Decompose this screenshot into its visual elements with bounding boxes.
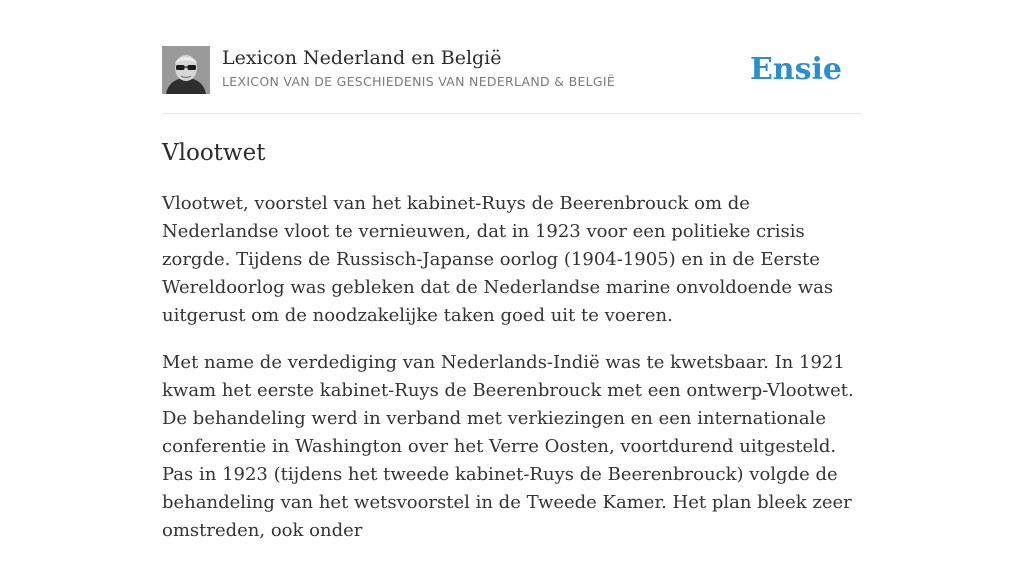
site-header [162, 46, 862, 96]
brand-logo[interactable]: Ensie [749, 52, 842, 87]
site-subtitle: LEXICON VAN DE GESCHIEDENIS VAN NEDERLAND & BELGIË [222, 74, 616, 89]
article-title: Vlootwet [162, 140, 266, 166]
site-title[interactable]: Lexicon Nederland en België [222, 47, 502, 69]
article-paragraph: Vlootwet, voorstel van het kabinet-Ruys de Beerenbrouck om de Nederlandse vloot te vernieuwen, dat in 1923 voor een politieke crisis zorgde. Tijdens de Russisch-Japanse oorlog (1904-1905) en in de Eerste Wereldoorlog was gebleken dat de Nederlandse marine onvoldoende was uitgerust om de noodzakelijke taken goed uit te voeren. [162, 193, 834, 326]
article-paragraph: Met name de verdediging van Nederlands-Indië was te kwetsbaar. In 1921 kwam het eerste kabinet-Ruys de Beerenbrouck met een ontwerp-Vlootwet. De behandeling werd in verband met verkiezingen en een internationale conferentie in Washington over het Verre Oosten, voortdurend uitgesteld. Pas in 1923 (tijdens het tweede kabinet-Ruys de Beerenbrouck) volgde de behandeling van het wetsvoorstel in de Tweede Kamer. Het plan bleek zeer omstreden, ook onder [162, 352, 854, 541]
header-divider [162, 113, 862, 114]
author-portrait-icon[interactable] [162, 46, 210, 94]
avatar-image [162, 46, 210, 94]
article-body [162, 190, 862, 564]
